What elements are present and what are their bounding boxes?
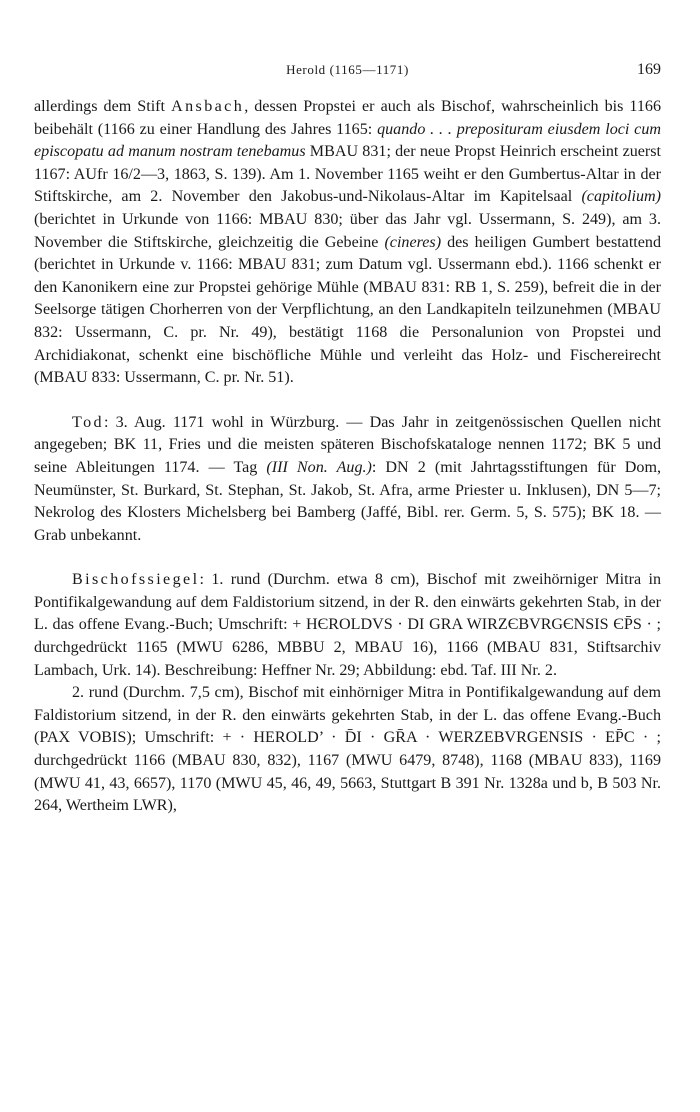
body-text bbox=[34, 96, 661, 818]
paragraph-siegel-2 bbox=[34, 682, 661, 818]
text-run: allerdings dem Stift bbox=[34, 98, 172, 115]
place-name: Ansbach bbox=[171, 98, 245, 115]
latin-term: (capitolium) bbox=[581, 188, 661, 206]
running-title: Herold (1165—1171) bbox=[286, 62, 409, 77]
text-run: 2. rund (Durchm. 7,5 cm), Bischof mit einhörniger Mitra in Pontifikalgewandung auf dem Faldistorium sitzend, in der R. den einwärts gekehrten Stab, in der L. das offene Evang.-Buch (PAX VOBIS); Umschrift: + · HEROLD’ · D̄I · GR̄A · WERZEBVRGENSIS · EP̄C · ; durchgedrückt 1166 (MBAU 830, 832), 1167 (MWU 6479, 8748), 1168 (MBAU 833), 1169 (MWU 41, 43, 6657), 1170 (MWU 45, 46, 49, 5663, Stuttgart B 391 Nr. 1328a und b, B 503 Nr. 264, Wertheim LWR), bbox=[34, 684, 661, 815]
text-run: , dessen Propstei er auch als Bischof, wahrscheinlich bis 1166 beibehält (1166 zu einer Handlung des Jahres 1165: bbox=[34, 98, 661, 138]
section-heading: Bischofssiegel bbox=[72, 571, 200, 589]
text-run: : 3. Aug. 1171 wohl in Würzburg. — Das Jahr in zeitgenössischen Quellen nicht angegeben; BK 11, Fries und die meisten späteren Bischofskataloge nennen 1172; BK 5 und seine Ableitungen 1174. — Tag bbox=[34, 413, 661, 476]
text-run: MBAU 831; der neue Propst Heinrich erscheint zuerst 1167: AUfr 16/2—3, 1863, S. 139). Am 1. November 1165 weiht er den Gumbertus-Altar in der Stiftskirche, am 2. November den Jakobus-und-Nikolaus-Altar im Kapitelsaal bbox=[34, 143, 662, 206]
page-number: 169 bbox=[637, 61, 661, 78]
paragraph-ansbach bbox=[34, 96, 661, 390]
text-run: : DN 2 (mit Jahrtagsstiftungen für Dom, Neumünster, St. Burkard, St. Stephan, St. Jakob, St. Afra, arme Priester u. Inklusen), DN 5—7; Nekrolog des Klosters Michelsberg bei Bamberg (Jaffé, Bibl. rer. Germ. 5, S. 575); BK 18. — Grab unbekannt. bbox=[34, 458, 661, 544]
section-heading: Tod bbox=[72, 413, 105, 431]
latin-quote: quando . . . preposituram eiusdem loci cum episcopatu ad manum nostram tenebamus bbox=[34, 120, 661, 161]
latin-date: (III Non. Aug.) bbox=[266, 458, 372, 476]
text-run: (berichtet in Urkunde von 1166: MBAU 830; über das Jahr vgl. Ussermann, S. 249), am 3. November die Stiftskirche, gleichzeitig die Gebeine bbox=[34, 210, 661, 251]
page-header bbox=[34, 62, 661, 84]
text-run: : 1. rund (Durchm. etwa 8 cm), Bischof mit zweihörniger Mitra in Pontifikalgewandung auf dem Faldistorium sitzend, in der R. den einwärts gekehrten Stab, in der L. das offene Evang.-Buch; Umschrift: + HЄROLDVS · DI GRA WIRZЄBVRGЄNSIS ЄP̄S · ; durchgedrückt 1165 (MWU 6286, MBBU 2, MBAU 16), 1166 (MBAU 831, Stiftsarchiv Lambach, Urk. 14). Beschreibung: Heffner Nr. 29; Abbildung: ebd. Taf. III Nr. 2. bbox=[34, 571, 661, 679]
latin-term: (cineres) bbox=[384, 233, 442, 251]
text-run: des heiligen Gumbert bestattend (berichtet in Urkunde v. 1166: MBAU 831; zum Datum vgl. Ussermann ebd.). 1166 schenkt er den Kanonikern eine zur Propstei gehörige Mühle (MBAU 831: RB 1, S. 259), befreit die in der Seelsorge tätigen Chorherren von der Verpflichtung, an den Landkapiteln teilzunehmen (MBAU 832: Ussermann, C. pr. Nr. 49), bestätigt 1168 die Personalunion von Propstei und Archidiakonat, schenkt eine bischöfliche Mühle und verleiht das Holz- und Fischereirecht (MBAU 833: Ussermann, C. pr. Nr. 51). bbox=[34, 233, 661, 387]
paragraph-siegel-1 bbox=[34, 569, 661, 682]
paragraph-tod bbox=[34, 412, 661, 548]
